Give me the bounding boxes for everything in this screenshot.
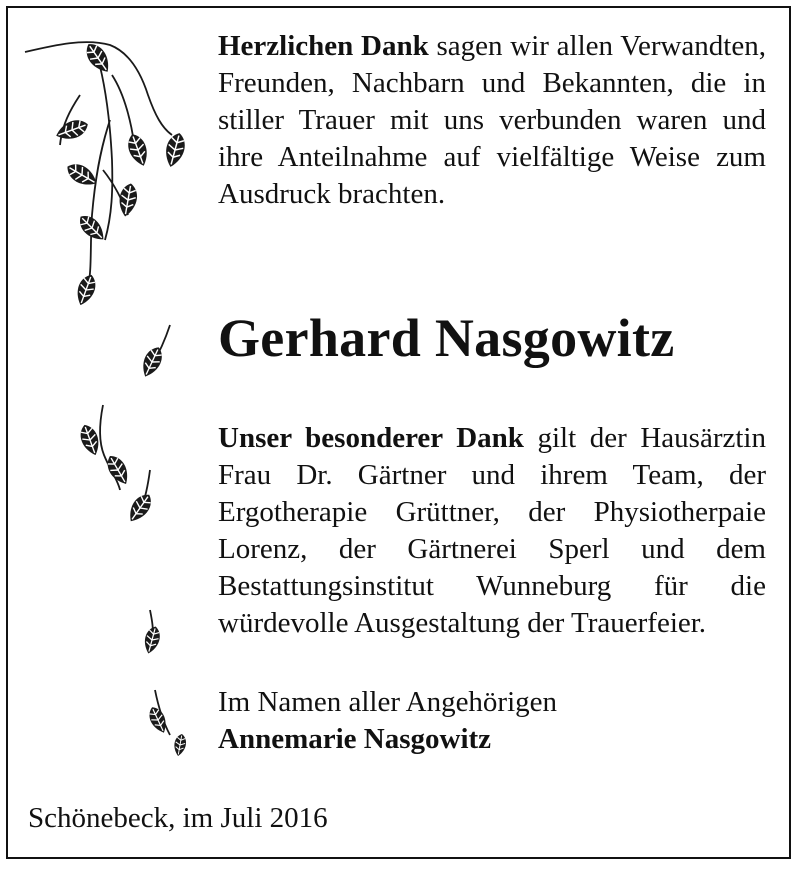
intro-text: sagen wir allen Verwandten, Freunden, Nachbarn und Bekannten, die in stiller Trauer mit uns verbunden waren und ihre Anteilnahme auf vielfältige Weise zum Ausdruck brachten. — [218, 30, 766, 210]
intro-paragraph — [218, 28, 766, 213]
special-thanks-text: gilt der Hausärztin Frau Dr. Gärtner und ihrem Team, der Ergotherapie Grüttner, der Physiotherpaie Lorenz, der Gärtnerei Sperl und dem Bestattungsinstitut Wunneburg für die würdevolle Ausgestaltung der Trauerfeier. — [218, 422, 766, 639]
intro-heading: Herzlichen Dank — [218, 30, 429, 62]
deceased-name: Gerhard Nasgowitz — [218, 308, 675, 368]
signer-name: Annemarie Nasgowitz — [218, 723, 492, 755]
on-behalf-line: Im Namen aller Angehörigen — [218, 686, 558, 718]
place-date: Schönebeck, im Juli 2016 — [28, 802, 328, 834]
special-thanks-paragraph — [218, 420, 766, 642]
birch-leaves-icon — [0, 0, 210, 780]
special-thanks-heading: Unser besonderer Dank — [218, 422, 524, 454]
